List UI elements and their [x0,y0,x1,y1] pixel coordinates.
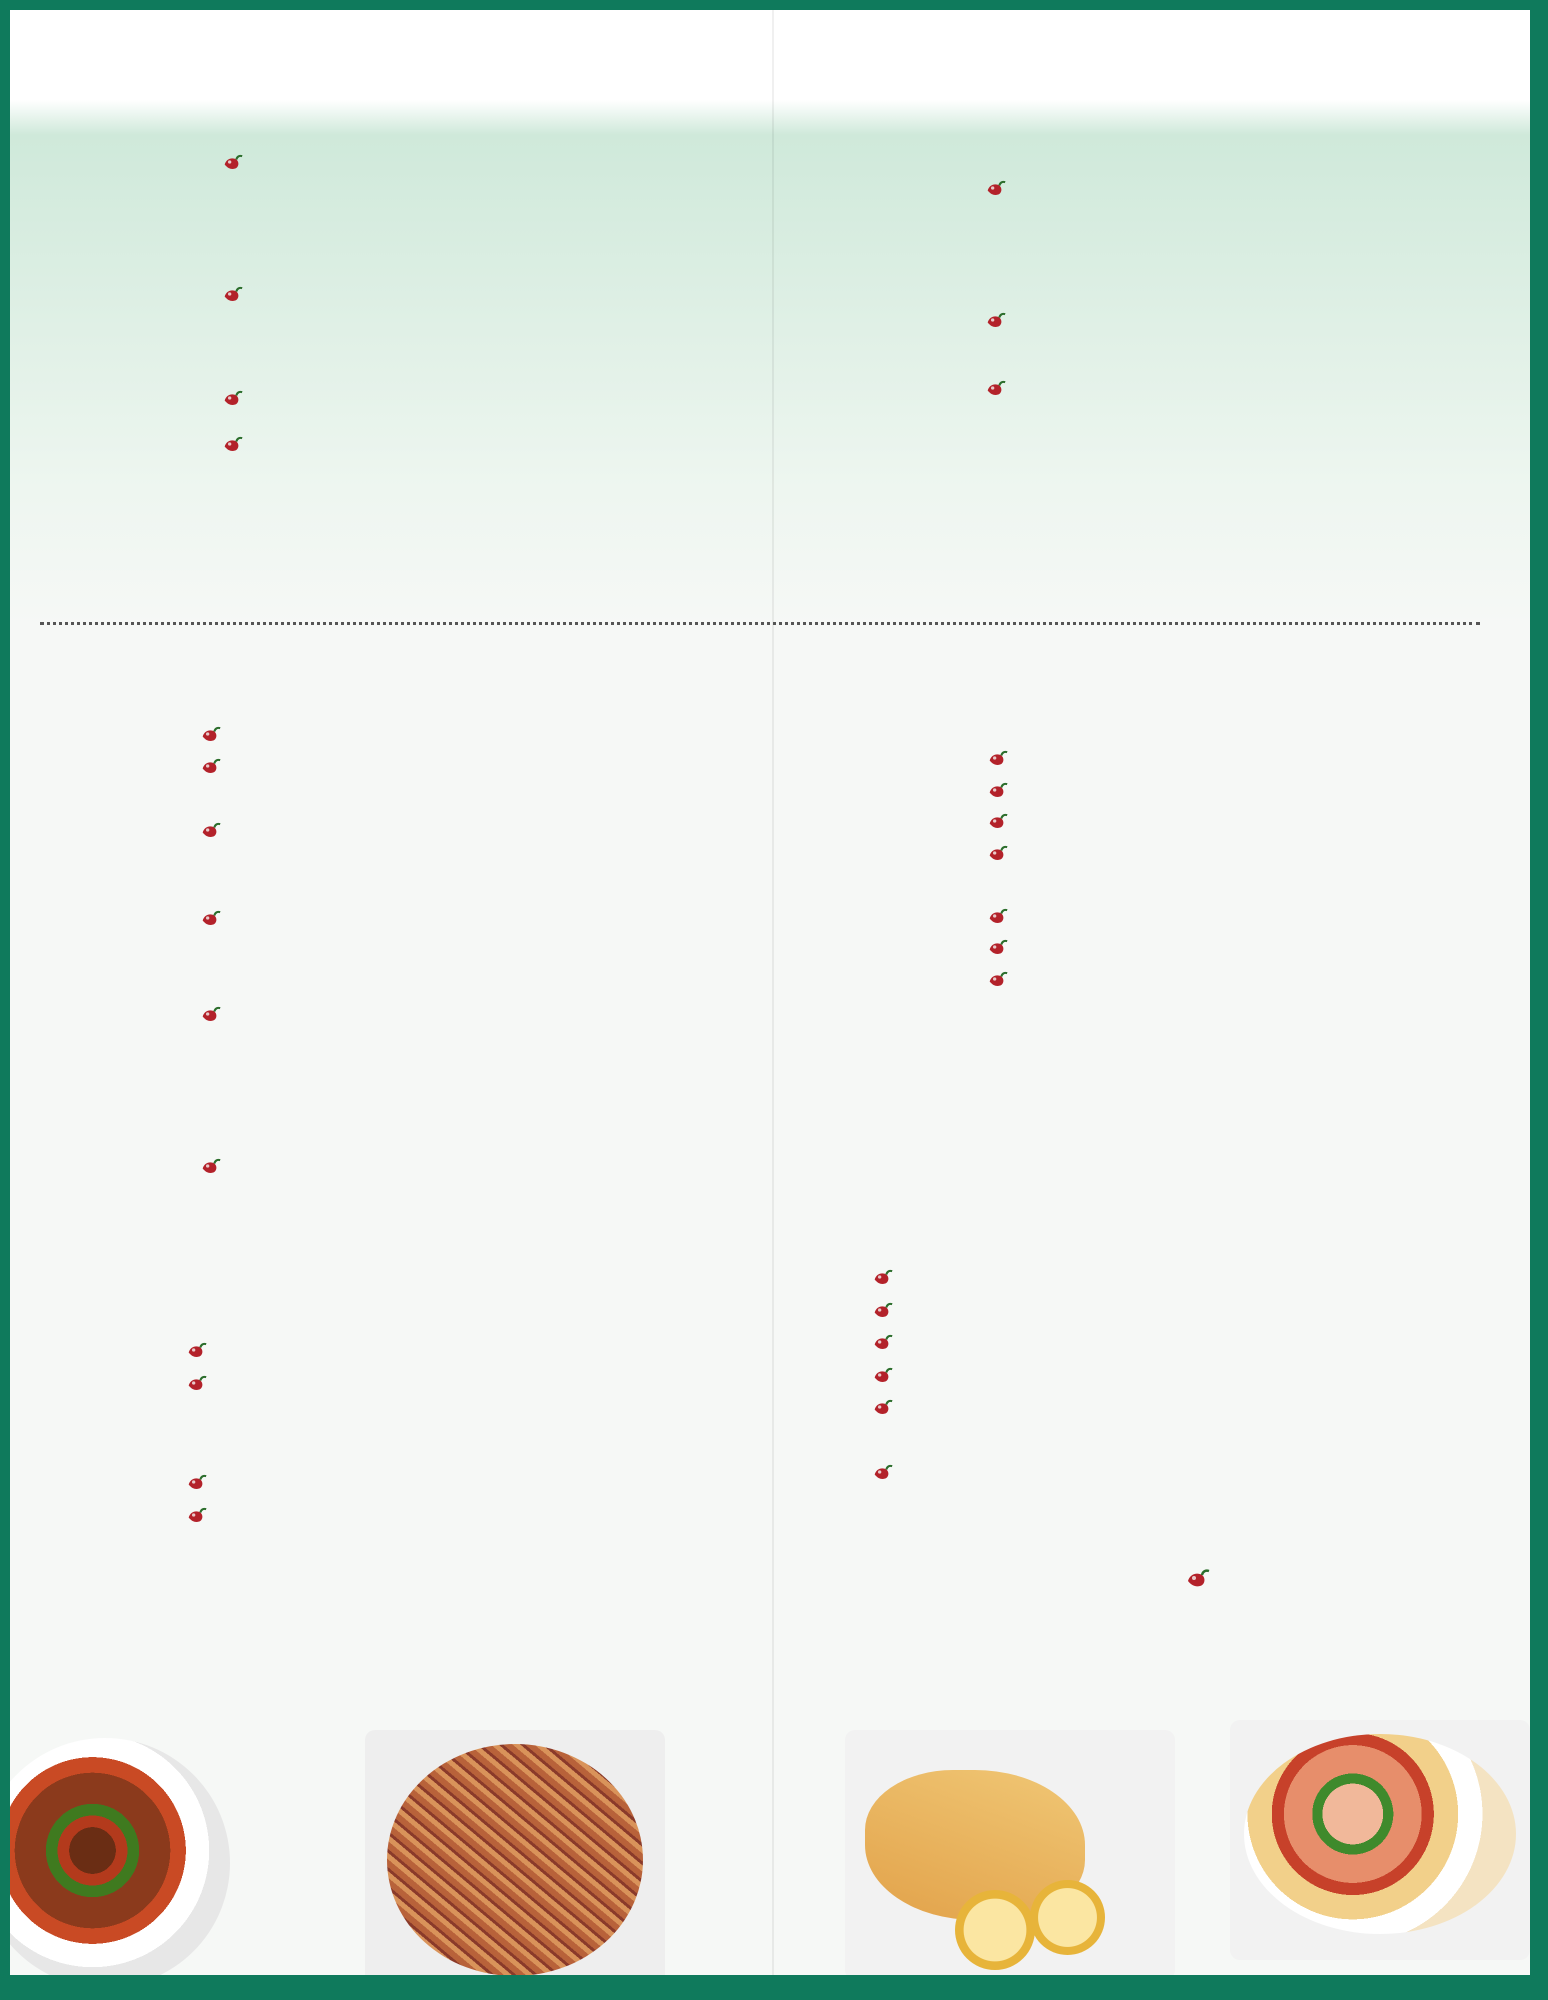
menu-item[interactable] [818,1363,1518,1395]
menu-item[interactable] [16,1404,736,1436]
menu-item[interactable] [32,1122,732,1154]
chili-pepper-icon [872,1267,892,1287]
menu-item[interactable] [818,1428,1518,1460]
specialties-left-column [40,150,740,610]
menu-item[interactable] [812,778,1512,810]
specialty-item[interactable] [800,486,1500,522]
menu-page [10,10,1530,1975]
specialties-right-column [800,150,1500,610]
specialty-item[interactable] [800,176,1500,212]
chili-pepper-icon [985,378,1005,398]
menu-item[interactable] [818,1493,1518,1525]
menu-item[interactable] [32,850,732,882]
specialty-item[interactable] [40,150,740,186]
specialty-item[interactable] [800,268,1500,304]
menu-item[interactable] [818,1233,1518,1265]
chili-pepper-icon [200,756,220,776]
menu-item[interactable] [32,970,732,1002]
menu-item[interactable] [32,818,732,850]
chili-pepper-icon [872,1300,892,1320]
chili-pepper-icon [872,1462,892,1482]
chili-pepper-icon [222,388,242,408]
chili-pepper-icon [222,152,242,172]
menu-item[interactable] [16,1593,736,1625]
chili-pepper-icon [200,1156,220,1176]
beef-dish-photo [10,1738,230,1975]
specialty-item[interactable] [800,452,1500,488]
chili-pepper-icon [1185,1566,1211,1590]
menu-item[interactable] [32,938,732,970]
chili-pepper-icon [872,1332,892,1352]
vegetarian-list [818,1200,1518,1530]
menu-item[interactable] [32,1154,732,1186]
chili-pepper-icon [872,1397,892,1417]
menu-item[interactable] [16,1338,736,1370]
chili-pepper-icon [987,906,1007,926]
menu-item[interactable] [16,1470,736,1502]
menu-item[interactable] [818,1330,1518,1362]
specialty-item[interactable] [800,376,1500,412]
menu-item[interactable] [32,786,732,818]
chili-pepper-icon [987,843,1007,863]
chili-pepper-icon [987,811,1007,831]
beef-list [32,722,732,1232]
menu-item[interactable] [32,754,732,786]
chili-pepper-icon [987,748,1007,768]
chili-pepper-icon [200,908,220,928]
menu-item[interactable] [16,1371,736,1403]
specialty-item[interactable] [40,476,740,512]
menu-item[interactable] [32,1186,732,1218]
vegetables-list [812,746,1512,1006]
lemon-chicken-photo [845,1730,1175,1975]
menu-item[interactable] [16,1437,736,1469]
menu-item[interactable] [32,1058,732,1090]
menu-item[interactable] [16,1536,736,1568]
chili-pepper-icon [987,937,1007,957]
menu-item[interactable] [818,1265,1518,1297]
chili-pepper-icon [222,434,242,454]
menu-item[interactable] [32,1002,732,1034]
chili-pepper-icon [987,969,1007,989]
menu-item[interactable] [812,904,1512,936]
menu-item[interactable] [812,746,1512,778]
menu-item[interactable] [16,1503,736,1535]
menu-item[interactable] [32,906,732,938]
chili-pepper-icon [186,1340,206,1360]
specialty-item[interactable] [800,308,1500,344]
chili-pepper-icon [987,780,1007,800]
chili-pepper-icon [186,1373,206,1393]
chili-pepper-icon [872,1365,892,1385]
specialty-item[interactable] [40,282,740,318]
menu-item[interactable] [812,841,1512,873]
chili-pepper-icon [985,178,1005,198]
menu-item[interactable] [818,1460,1518,1492]
hot-spicy-legend [820,1566,1530,1592]
menu-item[interactable] [812,935,1512,967]
chili-pepper-icon [186,1505,206,1525]
menu-item[interactable] [818,1395,1518,1427]
chili-pepper-icon [200,724,220,744]
chili-pepper-icon [222,284,242,304]
menu-item[interactable] [32,722,732,754]
specialty-item[interactable] [40,432,740,468]
menu-item[interactable] [32,1090,732,1122]
page-fold [772,10,774,1975]
menu-item[interactable] [812,809,1512,841]
chili-pepper-icon [200,820,220,840]
chili-pepper-icon [200,1004,220,1024]
pork-list [16,1338,736,1638]
specialty-item[interactable] [40,242,740,278]
specialty-item[interactable] [800,568,1500,604]
lo-mein-photo [365,1730,665,1975]
menu-item[interactable] [812,967,1512,999]
chili-pepper-icon [985,310,1005,330]
menu-item[interactable] [812,872,1512,904]
section-divider [40,622,1480,625]
menu-item[interactable] [818,1298,1518,1330]
shrimp-dish-photo [1230,1720,1530,1960]
specialty-item[interactable] [40,386,740,422]
chili-pepper-icon [186,1472,206,1492]
menu-item[interactable] [818,1200,1518,1232]
